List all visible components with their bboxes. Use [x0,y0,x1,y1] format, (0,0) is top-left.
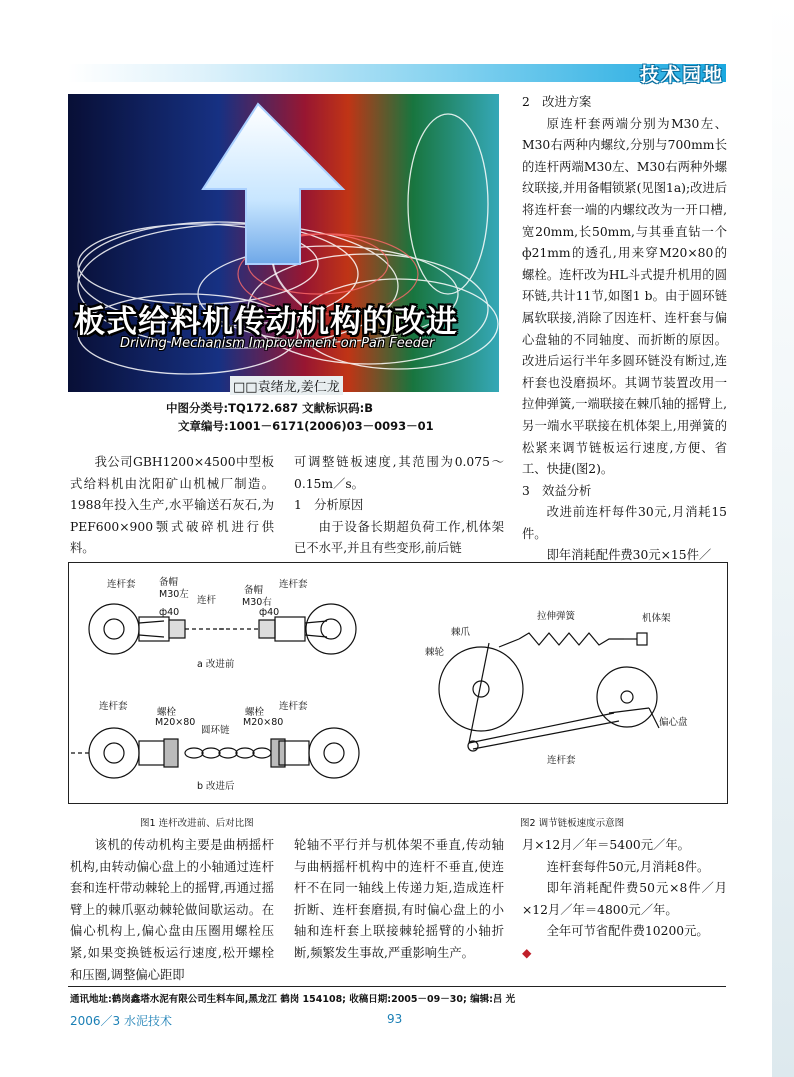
paragraph: 即年消耗配件费50元×8件／月×12月／年＝4800元／年。 [522,881,727,917]
page-number: 93 [387,1012,403,1026]
header-bar [68,64,726,82]
paragraph: 原连杆套两端分别为M30左、M30右两种内螺纹,分别与700mm长的连杆两端M30左、M30右两种外螺纹联接,并用备帽锁紧(见图1a);改进后将连杆套一端的内螺纹改为一开口槽,宽20mm,长50mm,与其垂直钻一个ф21mm的透孔,用来穿M20×80的螺栓。连杆改为HL斗式提升机用的圆环链,共计11节,如图1 b。由于圆环链属软联接,消除了因连杆、连杆套与偏心盘轴的不同轴度、而折断的原因。改进后运行半年多圆环链没有断过,连杆套也没磨损坏。其调节装置改用一拉伸弹簧,一端联接在棘爪轴的摇臂上,另一端水平联接在机体架上,用弹簧的松紧来调节链板运行速度,方便、省工、快捷(图2)。 [522,116,727,477]
bottom-left-column [70,835,274,986]
section-heading-3: 3 效益分析 [522,483,592,498]
end-mark: ◆ [522,945,532,960]
classification: 中图分类号:TQ172.687 文献标识码:B [166,401,373,415]
fig1-label: M20×80 [243,717,284,728]
middle-column [294,452,504,560]
fig1-label: 备帽 [159,577,179,588]
paragraph: 改进前连杆每件30元,月消耗15件。 [522,505,727,541]
fig1-sub-b: b 改进后 [197,781,235,792]
fig1-label: 连杆套 [279,701,308,712]
section-title: 技术园地 [639,64,724,86]
footer-note: 通讯地址:鹤岗鑫塔水泥有限公司生料车间,黑龙江 鹤岗 154108; 收稿日期:2005－09－30; 编辑:吕 光 [70,994,516,1005]
left-column [70,452,274,560]
section-heading-2: 2 改进方案 [522,95,592,109]
fig2-label: 拉伸弹簧 [537,611,576,622]
fig2-label: 偏心盘 [659,717,688,728]
fig1-label: 螺栓 [157,707,177,718]
footer-rule [68,986,726,987]
authors: □□袁绪龙,姜仁龙 [230,376,343,395]
fig1-label: M30左 [159,589,189,600]
fig1-label: 连杆 [197,595,217,606]
bottom-middle-column [294,835,504,965]
figure2-caption: 图2 调节链板速度示意图 [520,818,625,829]
article-title: 板式给料机传动机构的改进 [74,304,458,340]
bottom-right-column [522,835,727,965]
paragraph: 该机的传动机构主要是曲柄摇杆机构,由转动偏心盘上的小轴通过连杆套和连杆带动棘轮上的摇臂,再通过摇臂上的棘爪驱动棘轮做间歇运动。在偏心机构上,偏心盘由压圈用螺栓压紧,如果变换链板运行速度,松开螺栓和压圈,调整偏心距即 [70,838,274,982]
paragraph: 我公司GBH1200×4500中型板式给料机由沈阳矿山机械厂制造。1988年投入生产,水平输送石灰石,为PEF600×900颚式破碎机进行供料。 [70,455,274,556]
paragraph: 全年可节省配件费10200元。 [546,924,709,939]
fig2-label: 棘轮 [425,647,445,658]
section-heading-1: 1 分析原因 [294,498,364,513]
article-subtitle-en: Driving Mechanism Improvement on Pan Feeder [120,336,435,351]
fig1-label: 连杆套 [107,579,136,590]
paragraph: 由于设备长期超负荷工作,机体架已不水平,并且有些变形,前后链 [294,519,504,556]
fig1-label: 螺栓 [245,707,265,718]
fig1-label: ф40 [259,607,280,618]
fig1-label: ф40 [159,607,180,618]
journal-issue: 2006／3 水泥技术 [70,1014,172,1028]
fig1-label: M30右 [242,597,272,608]
fig2-label: 机体架 [642,613,671,624]
paragraph: 轮轴不平行并与机体架不垂直,传动轴与曲柄摇杆机构中的连杆不垂直,使连杆不在同一轴线上传递力矩,造成连杆折断、连杆套磨损,有时偏心盘上的小轴和连杆套上联接棘轮摇臂的小轴折断,频繁发生事故,严重影响生产。 [294,838,504,960]
fig1-label: M20×80 [155,717,196,728]
figure-diagram [69,563,727,803]
fig1-label: 圆环链 [201,725,230,736]
fig1-label: 连杆套 [279,579,308,590]
fig1-label: 连杆套 [99,701,128,712]
article-number: 文章编号:1001－6171(2006)03－0093－01 [178,419,434,433]
fig2-label: 连杆套 [547,755,576,766]
fig1-sub-a: a 改进前 [197,659,235,670]
paragraph: 月×12月／年＝5400元／年。 [522,838,690,852]
fig1-label: 备帽 [244,585,264,596]
paragraph: 即年消耗配件费30元×15件／ [546,548,712,563]
figure-box [68,562,728,804]
right-column [522,92,727,567]
page-edge-shade [772,0,794,1077]
paragraph: 连杆套每件50元,月消耗8件。 [546,859,710,874]
figure1-caption: 图1 连杆改进前、后对比图 [140,818,254,829]
fig2-label: 棘爪 [451,627,471,638]
paragraph: 可调整链板速度,其范围为0.075～0.15m／s。 [294,455,504,491]
